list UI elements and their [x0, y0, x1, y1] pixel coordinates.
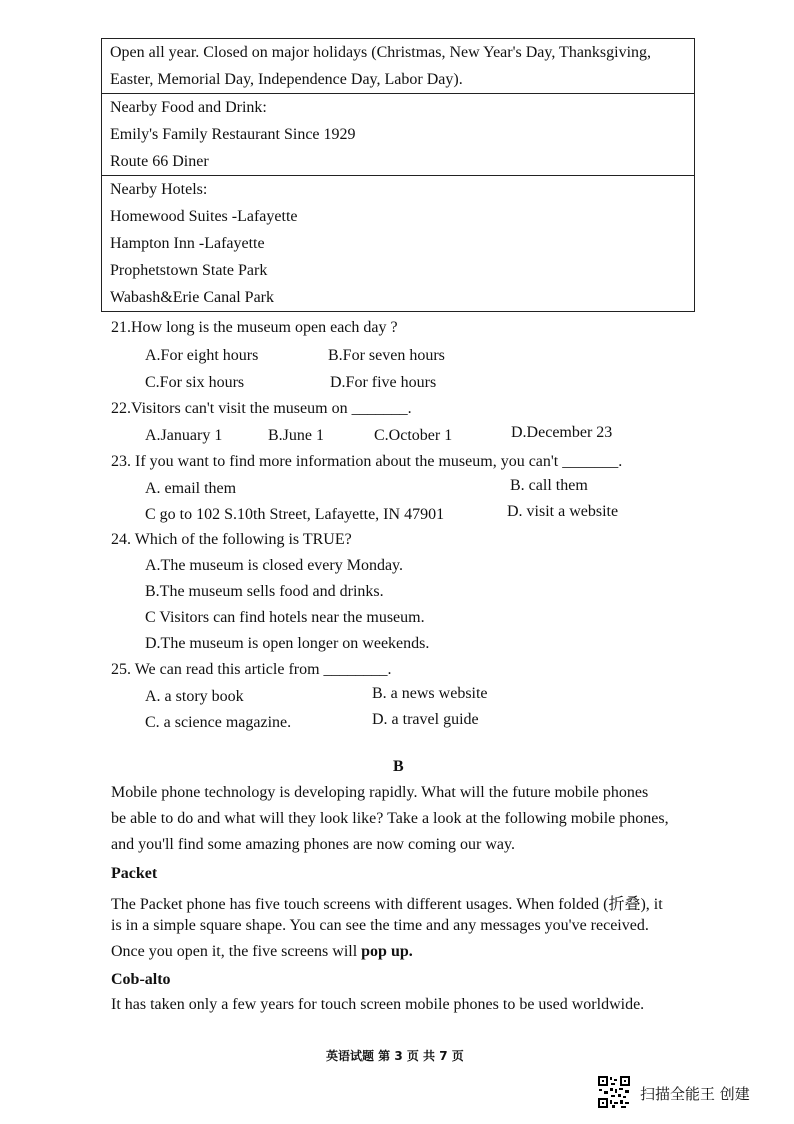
- question-25-option-b: B. a news website: [372, 685, 488, 702]
- question-21-option-a: A.For eight hours: [145, 347, 259, 364]
- question-25-option-c: C. a science magazine.: [145, 714, 292, 731]
- intro-line: Mobile phone technology is developing rapidly. What will the future mobile phones: [111, 784, 649, 801]
- question-24-option-d: D.The museum is open longer on weekends.: [145, 635, 430, 652]
- hotel-line: Prophetstown State Park: [110, 262, 268, 279]
- question-25-stem: 25. We can read this article from ________.: [111, 661, 392, 678]
- question-23-option-d: D. visit a website: [507, 503, 619, 520]
- qr-code-icon: [597, 1075, 631, 1109]
- packet-last-text: Once you open it, the five screens will: [111, 943, 362, 960]
- food-line: Nearby Food and Drink:: [110, 99, 267, 116]
- question-21-stem: 21.How long is the museum open each day ?: [111, 319, 398, 336]
- scanner-watermark: 扫描全能王 创建: [640, 1085, 750, 1103]
- cobalto-title: Cob-alto: [111, 971, 171, 988]
- intro-line: and you'll find some amazing phones are now coming our way.: [111, 836, 515, 853]
- hotel-line: Wabash&Erie Canal Park: [110, 289, 274, 306]
- cobalto-line: It has taken only a few years for touch screen mobile phones to be used worldwide.: [111, 996, 645, 1013]
- hotel-line: Nearby Hotels:: [110, 181, 208, 198]
- intro-line: be able to do and what will they look like? Take a look at the following mobile phones,: [111, 810, 669, 827]
- page-number: 英语试题 第 3 页 共 7 页: [326, 1049, 464, 1063]
- section-heading: B: [393, 758, 404, 775]
- question-25-option-a: A. a story book: [145, 688, 244, 705]
- question-25-option-d: D. a travel guide: [372, 711, 479, 728]
- question-21-option-b: B.For seven hours: [328, 347, 445, 364]
- hotel-line: Homewood Suites -Lafayette: [110, 208, 298, 225]
- question-24-option-c: C Visitors can find hotels near the museum.: [145, 609, 425, 626]
- question-24-stem: 24. Which of the following is TRUE?: [111, 531, 352, 548]
- museum-info-table: [101, 38, 695, 312]
- question-23-option-b: B. call them: [510, 477, 588, 494]
- packet-last-line: [111, 943, 413, 961]
- question-23-option-c: C go to 102 S.10th Street, Lafayette, IN 47901: [145, 506, 445, 523]
- question-21-option-c: C.For six hours: [145, 374, 245, 391]
- question-22-option-d: D.December 23: [511, 424, 613, 441]
- food-line: Emily's Family Restaurant Since 1929: [110, 126, 356, 143]
- question-23-option-a: A. email them: [145, 480, 237, 497]
- question-22-option-b: B.June 1: [268, 427, 324, 444]
- pop-up-phrase: pop up.: [361, 943, 413, 960]
- question-22-option-c: C.October 1: [374, 427, 453, 444]
- hours-section: [102, 39, 694, 93]
- hotel-line: Hampton Inn -Lafayette: [110, 235, 265, 252]
- food-section: [102, 93, 694, 175]
- hours-line: Open all year. Closed on major holidays (Christmas, New Year's Day, Thanksgiving,: [110, 44, 652, 61]
- packet-title: Packet: [111, 865, 158, 882]
- food-line: Route 66 Diner: [110, 153, 209, 170]
- question-22-option-a: A.January 1: [145, 427, 223, 444]
- hotels-section: [102, 175, 694, 311]
- question-22-stem: 22.Visitors can't visit the museum on _______.: [111, 400, 412, 417]
- question-24-option-b: B.The museum sells food and drinks.: [145, 583, 384, 600]
- question-24-option-a: A.The museum is closed every Monday.: [145, 557, 404, 574]
- packet-line: The Packet phone has five touch screens with different usages. When folded (折叠), it: [111, 896, 663, 913]
- packet-line: is in a simple square shape. You can see the time and any messages you've received.: [111, 917, 649, 934]
- hours-line: Easter, Memorial Day, Independence Day, Labor Day).: [110, 71, 463, 88]
- question-21-option-d: D.For five hours: [330, 374, 437, 391]
- question-23-stem: 23. If you want to find more information about the museum, you can't _______.: [111, 453, 623, 470]
